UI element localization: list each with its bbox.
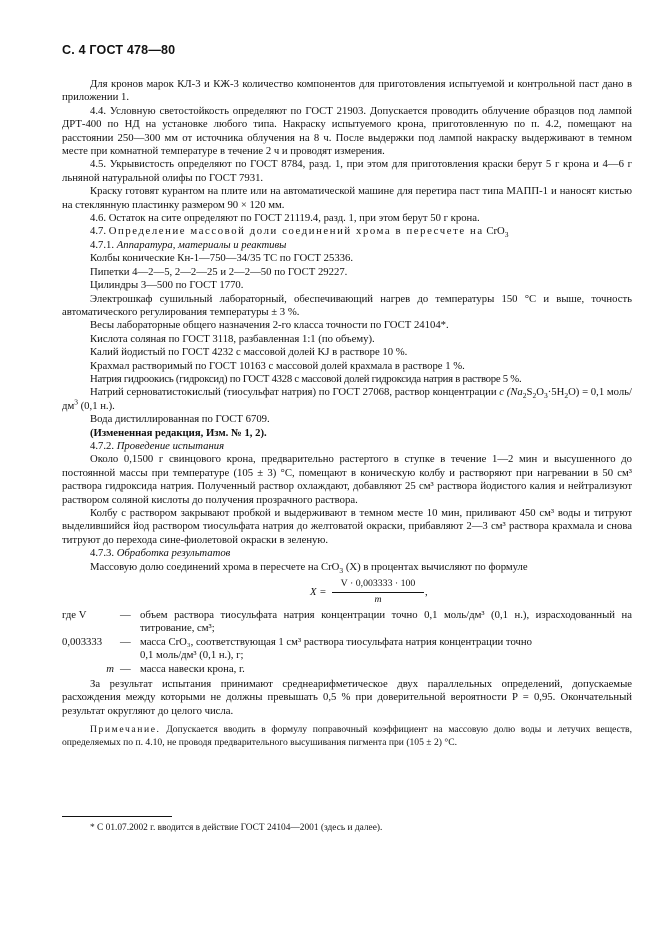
list-item: Калий йодистый по ГОСТ 4232 с массовой долей KJ в растворе 10 %. xyxy=(90,346,408,359)
paragraph: Для кронов марок КЛ-3 и КЖ-3 количество компонентов для приготовления испытуемой и контрольной паст дано в приложении 1. xyxy=(62,78,632,104)
subsection-heading xyxy=(62,239,632,252)
list-item: Весы лабораторные общего назначения 2-го класса точности по ГОСТ 24104*. xyxy=(90,319,449,332)
paragraph: Около 0,1500 г свинцового крона, предварительно растертого в ступке в течение 1—2 мин и высушенного до постоянной массы при температуре (105 ± 3) °С, помещают в коническую колбу и растворяют при нагревании в 50 см³ раствора гидроксида натрия. Полученный раствор охлаждают, добавляют 25 см³ раствора йодистого калия и нейтрализуют раствором соляной кислоты до получения прозрачного раствора. xyxy=(62,453,632,506)
subscript: 3 xyxy=(504,230,509,240)
paragraph: 4.4. Условную светостойкость определяют по ГОСТ 21903. Допускается проводить облучение образцов под лампой ДРТ-400 по НД на установке любого типа. Накраску испытуемого крона, приготовленную по п. 4.2, помещают на расстоянии 250—300 мм от источника облучения на 8 ч. После выдержки под лампой накраску выдерживают в темном месте при комнатной температуре в течение 2 ч и проводят измерения. xyxy=(62,104,632,158)
formula-lhs: X = xyxy=(310,586,327,599)
definition-dash: — xyxy=(120,609,131,622)
text-run: Натрий серноватистокислый (тиосульфат натрия) по ГОСТ 27068, раствор концентрации xyxy=(90,386,497,399)
subsection-number: 4.7.3. xyxy=(90,547,115,560)
text-run: (0,1 н.). xyxy=(77,399,115,412)
list-item: Натрия гидроокись (гидроксид) по ГОСТ 4328 с массовой долей гидроксида натрия в растворе 5 %. xyxy=(90,372,522,385)
paragraph: Краску готовят курантом на плите или на автоматической машине для перетира паст типа МАПП-1 и наносят кистью на стеклянную пластинку размером 90 × 120 мм. xyxy=(62,185,632,211)
definition-continuation xyxy=(62,649,632,662)
subscript: 3 xyxy=(543,391,548,401)
document-body xyxy=(62,78,632,749)
amendment-note: (Измененная редакция, Изм. № 1, 2). xyxy=(90,426,267,439)
note-text: Допускается вводить в формулу поправочный коэффициент на массовую долю воды и летучих веществ, определяемых по п. 4.10, не проводя предварительного высушивания пигмента при (105 ± 2) °С. xyxy=(62,724,632,748)
text-run: Массовую долю соединений хрома в пересчете на CrO xyxy=(90,560,340,573)
section-heading xyxy=(62,225,632,238)
note-label: Примечание. xyxy=(90,724,161,736)
definition-row xyxy=(62,663,632,676)
definition-text: объем раствора тиосульфата натрия концентрации точно 0,1 моль/дм³ (0,1 н.), израсходованный на титрование, см³; xyxy=(140,609,632,635)
subscript: 2 xyxy=(532,391,537,401)
definition-text: масса навески крона, г. xyxy=(140,662,245,675)
definition-term: m xyxy=(106,662,114,675)
note xyxy=(62,724,632,749)
definition-dash: — xyxy=(120,635,131,648)
subscript: 2 xyxy=(522,391,527,401)
paragraph: За результат испытания принимают среднеарифметическое двух параллельных определений, допускаемые расхождения между которыми не должны превышать 0,5 % при доверительной вероятности P = 0,95. Окончательный результат округляют до целого числа. xyxy=(62,678,632,717)
paragraph: 4.5. Укрывистость определяют по ГОСТ 8784, разд. 1, при этом для приготовления краски берут 5 г крона и 4—6 г льняной натуральной олифы по ГОСТ 7931. xyxy=(62,158,632,184)
superscript: 3 xyxy=(74,397,78,407)
subsection-title: Аппаратура, материалы и реактивы xyxy=(116,238,287,251)
list-item: Цилиндры 3—500 по ГОСТ 1770. xyxy=(90,279,244,292)
paragraph: 4.6. Остаток на сите определяют по ГОСТ 21119.4, разд. 1, при этом берут 50 г крона. xyxy=(90,212,480,225)
text-run: (X) в процентах вычисляют по формуле xyxy=(343,560,528,573)
page-header: С. 4 ГОСТ 478—80 xyxy=(62,43,176,57)
footnote: * С 01.07.2002 г. вводится в действие ГОСТ 24104—2001 (здесь и далее). xyxy=(90,823,383,833)
list-item: Вода дистиллированная по ГОСТ 6709. xyxy=(90,413,270,426)
list-item: Кислота соляная по ГОСТ 3118, разбавленная 1:1 (по объему). xyxy=(90,332,375,345)
definition-term: где V xyxy=(62,609,87,622)
definition-dash: — xyxy=(120,662,131,675)
paragraph: Колбу с раствором закрывают пробкой и выдерживают в темном месте 10 мин, приливают 450 см³ воды и титруют выделившийся йод раствором тиосульфата натрия до желтоватой окраски, прибавляют 2—3 см³ раствора крахмала и снова титруют до перехода сине-фиолетовой окраски в зеленую. xyxy=(62,507,632,546)
definition-term: 0,003333 xyxy=(62,635,103,648)
subsection-heading xyxy=(62,547,632,560)
footnote-divider xyxy=(62,816,172,817)
paragraph xyxy=(62,561,632,574)
subsection-title: Проведение испытания xyxy=(116,439,225,452)
subsection-heading xyxy=(62,440,632,453)
list-item: Пипетки 4—2—5, 2—2—25 и 2—2—50 по ГОСТ 29227. xyxy=(90,265,348,278)
subsection-number: 4.7.1. xyxy=(90,238,115,251)
list-item: Крахмал растворимый по ГОСТ 10163 с массовой долей крахмала в растворе 1 %. xyxy=(90,359,465,372)
definition-text: 0,1 моль/дм³ (0,1 н.), г; xyxy=(140,649,244,662)
section-title: Определение массовой доли соединений хрома в пересчете на xyxy=(108,225,484,238)
text-run: O xyxy=(536,386,544,399)
text-run: O) = 0,1 моль/дм xyxy=(62,386,633,412)
definition-row xyxy=(62,636,632,649)
section-number: 4.7. xyxy=(90,225,107,238)
subsection-number: 4.7.2. xyxy=(90,439,115,452)
subsection-title: Обработка результатов xyxy=(116,547,231,560)
formula-denominator: m xyxy=(374,594,382,606)
text-run: S xyxy=(526,386,533,399)
formula-comma: , xyxy=(425,586,428,599)
subscript: 3 xyxy=(339,565,344,575)
definition-text: масса CrO₃, соответствующая 1 см³ раствора тиосульфата натрия концентрации точно xyxy=(140,635,532,648)
formula-numerator: V · 0,003333 · 100 xyxy=(340,578,416,590)
text-run: c (Na xyxy=(499,386,523,399)
list-item: Колбы конические Кн-1—750—34/35 ТС по ГОСТ 25336. xyxy=(90,252,354,265)
list-item xyxy=(62,386,632,413)
text-run: ·5H xyxy=(547,386,565,399)
definition-row xyxy=(62,609,632,636)
subscript: 2 xyxy=(564,391,569,401)
formula xyxy=(62,577,632,607)
chem-formula: CrO xyxy=(486,225,505,238)
list-item: Электрошкаф сушильный лабораторный, обеспечивающий нагрев до температуры 150 °С и выше, точность автоматического регулирования температуры ± 3 %. xyxy=(62,292,632,318)
